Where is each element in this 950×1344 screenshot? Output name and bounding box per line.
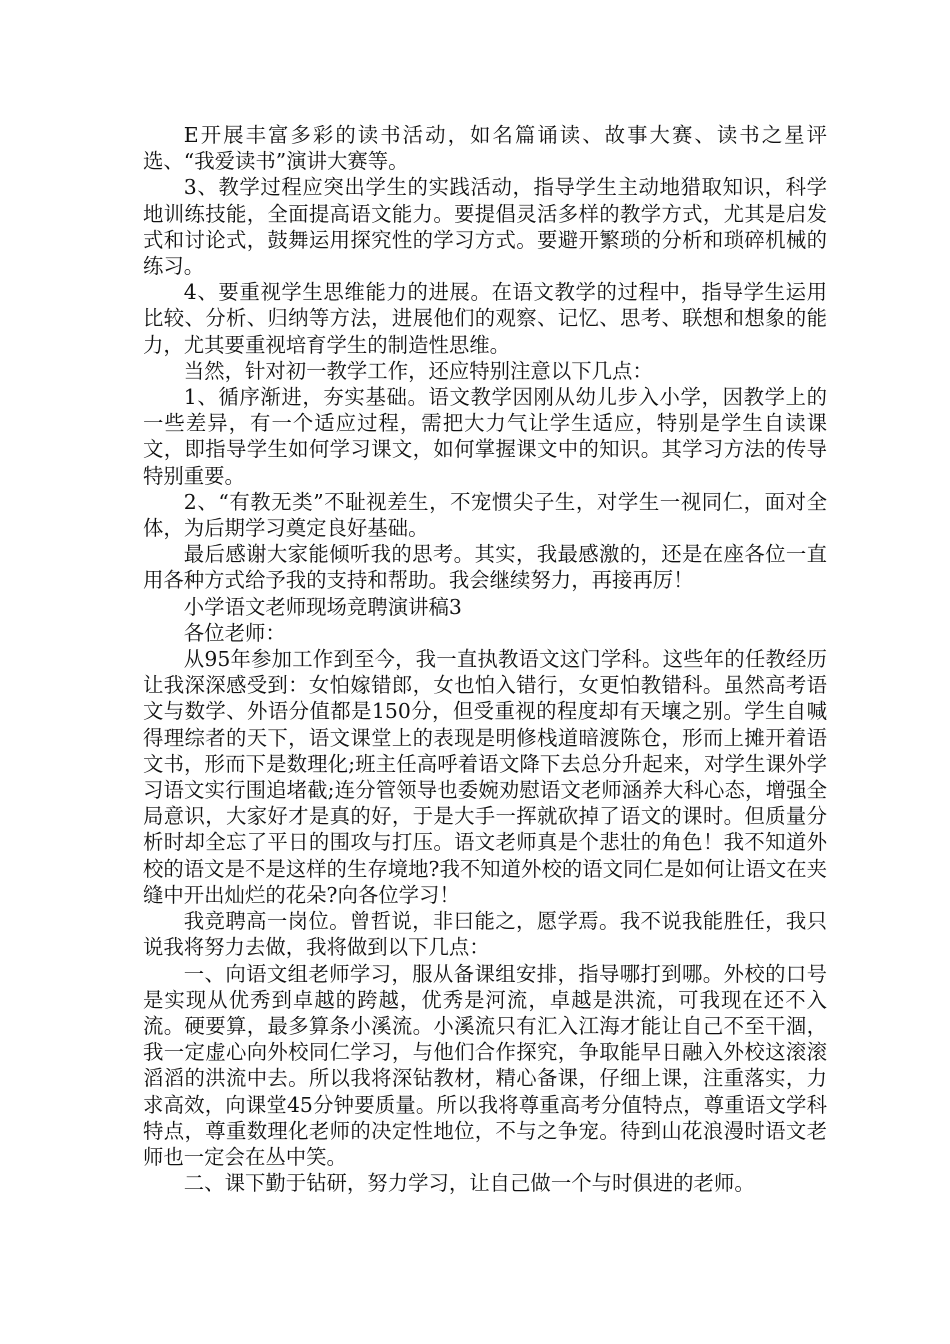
paragraph-grade-one-point-2: 2、“有教无类”不耻视差生，不宠惯尖子生，对学生一视同仁，面对全体，为后期学习奠定良好基础。 [143, 489, 827, 541]
paragraph-closing-thanks: 最后感谢大家能倾听我的思考。其实，我最感激的，还是在座各位一直用各种方式给予我的支持和帮助。我会继续努力，再接再厉！ [143, 542, 827, 593]
section-heading: 小学语文老师现场竞聘演讲稿3 [183, 594, 462, 619]
paragraph-grade-one-point-1: 1、循序渐进，夯实基础。语文教学因刚从幼儿步入小学，因教学上的一些差异，有一个适应过程，需把大力气让学生适应，特别是学生自读课文，即指导学生如何学习课文，如何掌握课文中的知识。其学习方法的传导特别重要。 [143, 385, 827, 488]
paragraph-point-4-thinking: 4、要重视学生思维能力的进展。在语文教学的过程中，指导学生运用比较、分析、归纳等方法，进展他们的观察、记忆、思考、联想和想象的能力，尤其要重视培育学生的制造性思维。 [143, 280, 827, 357]
paragraph-point-3-practice: 3、教学过程应突出学生的实践活动，指导学生主动地猎取知识，科学地训练技能，全面提高语文能力。要提倡灵活多样的教学方式，尤其是启发式和讨论式，鼓舞运用探究性的学习方式。要避开繁琐的分析和琐碎机械的练习。 [143, 175, 827, 279]
paragraph-plan-point-2: 二、课下勤于钻研，努力学习，让自己做一个与时俱进的老师。 [183, 1171, 755, 1196]
paragraph-grade-one-intro: 当然，针对初一教学工作，还应特别注意以下几点： [183, 358, 653, 383]
document-page [143, 122, 827, 1196]
paragraph-reading-activities: E开展丰富多彩的读书活动，如名篇诵读、故事大赛、读书之星评选、“我爱读书”演讲大赛等。 [143, 123, 827, 174]
paragraph-teaching-experience: 从95年参加工作到至今，我一直执教语文这门学科。这些年的任教经历让我深深感受到：女怕嫁错郎，女也怕入错行，女更怕教错科。虽然高考语文与数学、外语分值都是150分，但受重视的程度却有天壤之别。学生自喊得理综者的天下，语文课堂上的表现是明修栈道暗渡陈仓，形而上摊开着语文书，形而下是数理化;班主任高呼着语文降下去总分升起来，对学生课外学习语文实行围追堵截;连分管领导也委婉劝慰语文老师涵养大科心态，增强全局意识，大家好才是真的好，于是大手一挥就砍掉了语文的课时。但质量分析时却全忘了平日的围攻与打压。语文老师真是个悲壮的角色！我不知道外校的语文是不是这样的生存境地?我不知道外校的语文同仁是如何让语文在夹缝中开出灿烂的花朵?向各位学习！ [143, 647, 827, 907]
paragraph-plan-point-1: 一、向语文组老师学习，服从备课组安排，指导哪打到哪。外校的口号是实现从优秀到卓越的跨越，优秀是河流，卓越是洪流，可我现在还不入流。硬要算，最多算条小溪流。小溪流只有汇入江海才能让自己不至干涸，我一定虚心向外校同仁学习，与他们合作探究，争取能早日融入外校这滚滚滔滔的洪流中去。所以我将深钻教材，精心备课，仔细上课，注重落实，力求高效，向课堂45分钟要质量。所以我将尊重高考分值特点，尊重语文学科特点，尊重数理化老师的决定性地位，不与之争宠。待到山花浪漫时语文老师也一定会在丛中笑。 [143, 961, 827, 1169]
paragraph-position-statement: 我竞聘高一岗位。曾哲说，非曰能之，愿学焉。我不说我能胜任，我只说我将努力去做，我将做到以下几点： [143, 909, 827, 960]
salutation: 各位老师： [183, 620, 286, 645]
